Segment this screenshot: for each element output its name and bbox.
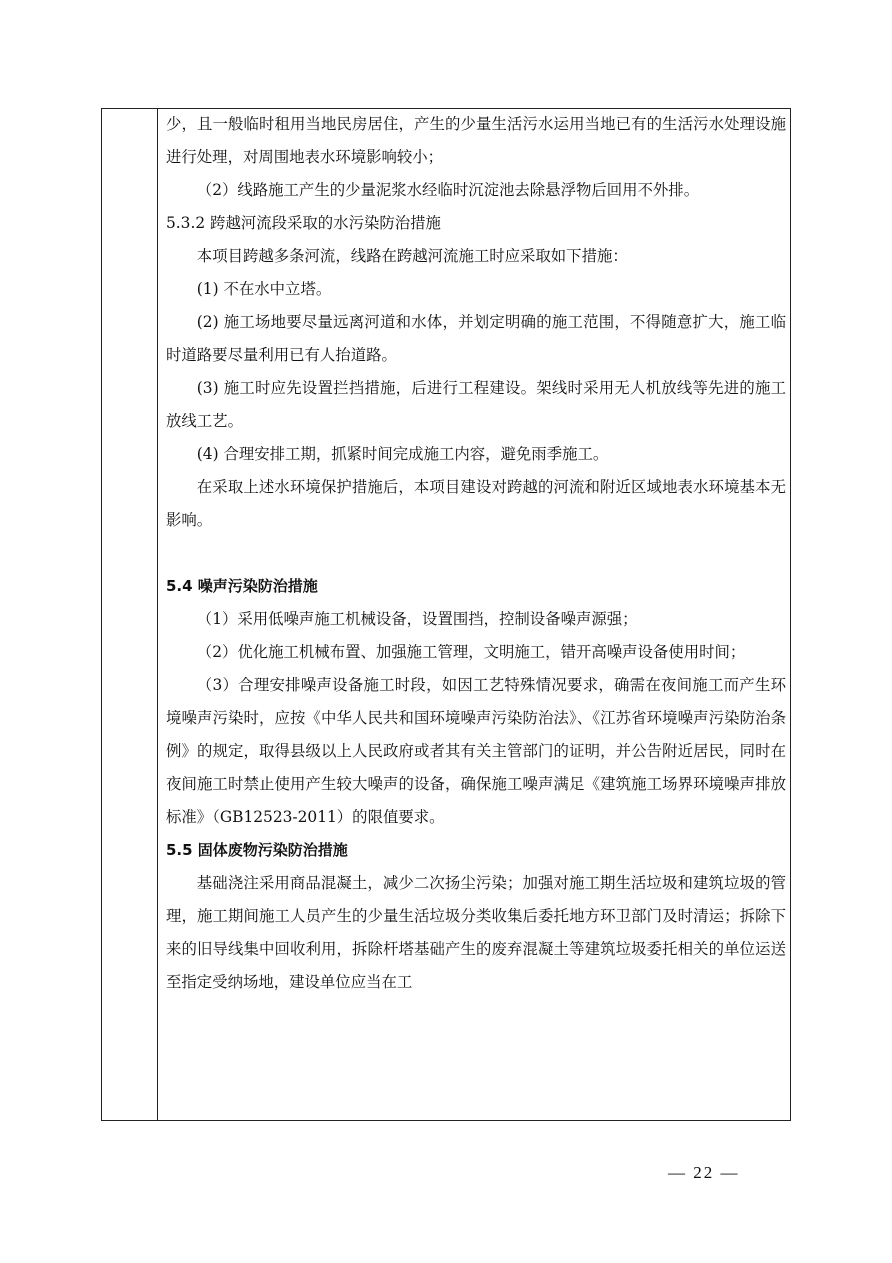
- list-item-3: (3) 施工时应先设置拦挡措施，后进行工程建设。架线时采用无人机放线等先进的施工放线工艺。: [166, 379, 786, 430]
- noise-item-3: （3）合理安排噪声设备施工时段，如因工艺特殊情况要求，确需在夜间施工而产生环境噪声污染时，应按《中华人民共和国环境噪声污染防治法》、《江苏省环境噪声污染防治条例》的规定，取得县级以上人民政府或者其有关主管部门的证明，并公告附近居民，同时在夜间施工时禁止使用产生较大噪声的设备，确保施工噪声满足《建筑施工场界环境噪声排放标准》（GB12523-2011）的限值要求。: [166, 676, 786, 826]
- noise-item-2: （2）优化施工机械布置、加强施工管理，文明施工，错开高噪声设备使用时间；: [196, 643, 746, 661]
- list-item-1: (1) 不在水中立塔。: [196, 280, 332, 298]
- paragraph-mud-water: （2）线路施工产生的少量泥浆水经临时沉淀池去除悬浮物后回用不外排。: [196, 181, 700, 199]
- page-number: — 22 —: [668, 1163, 740, 1182]
- section-heading-5-4: 5.4 噪声污染防治措施: [166, 577, 318, 595]
- noise-item-1: （1）采用低噪声施工机械设备，设置围挡，控制设备噪声源强；: [196, 610, 638, 628]
- paragraph-river-intro: 本项目跨越多条河流，线路在跨越河流施工时应采取如下措施：: [196, 247, 628, 265]
- paragraph-continuation: 少，且一般临时租用当地民房居住，产生的少量生活污水运用当地已有的生活污水处理设施进行处理，对周围地表水环境影响较小；: [166, 115, 786, 166]
- paragraph-river-conclusion: 在采取上述水环境保护措施后，本项目建设对跨越的河流和附近区域地表水环境基本无影响。: [166, 478, 786, 529]
- blank-line: [166, 537, 786, 570]
- list-item-4: (4) 合理安排工期，抓紧时间完成施工内容，避免雨季施工。: [196, 445, 609, 463]
- table-column-divider: [157, 108, 158, 1121]
- section-heading-5-5: 5.5 固体废物污染防治措施: [166, 841, 348, 859]
- document-body: [166, 108, 786, 999]
- section-heading-5-3-2: 5.3.2 跨越河流段采取的水污染防治措施: [166, 214, 441, 232]
- paragraph-solid-waste: 基础浇注采用商品混凝土，减少二次扬尘污染；加强对施工期生活垃圾和建筑垃圾的管理，施工期间施工人员产生的少量生活垃圾分类收集后委托地方环卫部门及时清运；拆除下来的旧导线集中回收利用，拆除杆塔基础产生的废弃混凝土等建筑垃圾委托相关的单位运送至指定受纳场地，建设单位应当在工: [166, 874, 786, 991]
- list-item-2: (2) 施工场地要尽量远离河道和水体，并划定明确的施工范围，不得随意扩大，施工临时道路要尽量利用已有人抬道路。: [166, 313, 786, 364]
